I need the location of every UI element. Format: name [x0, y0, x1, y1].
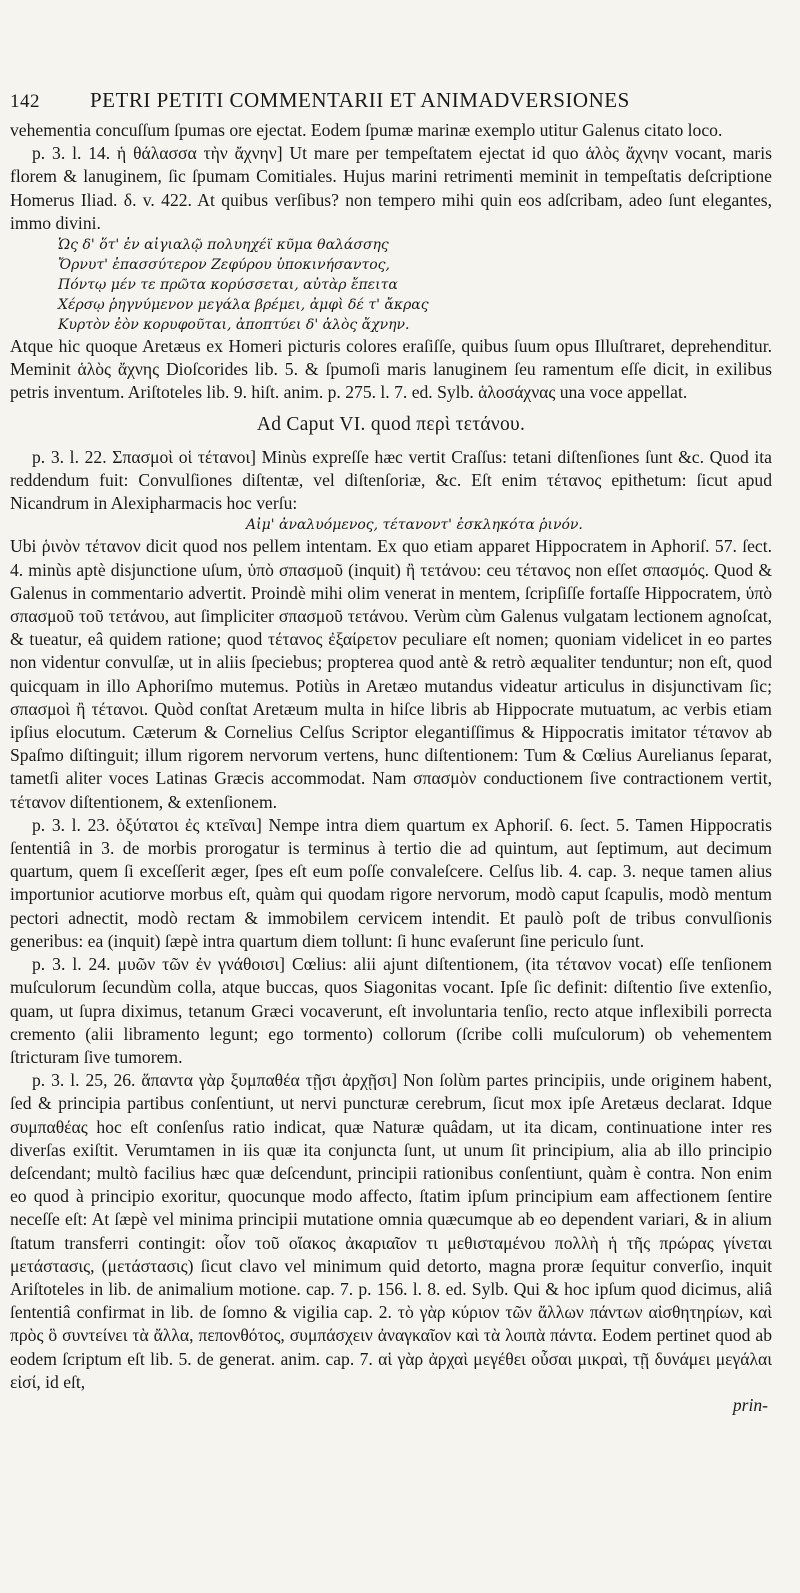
- verse-line: Χέρσῳ ῥηγνύμενον μεγάλα βρέμει, ἀμφὶ δέ τ' ἄκρας: [58, 297, 429, 314]
- verse-line: Κυρτὸν ἐὸν κορυφοῦται, ἀποπτύει δ' ἁλὸς ἄχνην.: [58, 317, 410, 334]
- paragraph: p. 3. l. 24. μυῶν τῶν ἐν γνάθοισι] Cœlius: alii ajunt diſtentionem, (ita τέτανον vocat) eſſe tenſionem muſculorum ſecundùm colla, atque buccas, quos Siagonitas vocant. Ipſe ſic definit: diſtentio ſive extenſio, quam, ut ſupra diximus, tetanum Græci vocaverunt, eſt involuntaria tenſio, recto atque inflexibili porrecta cremento (alii libramento legunt; ego tormento) collorum (ſcribe colli muſculorum) ob vehementem ſtricturam ſive tumorem.: [10, 954, 772, 1067]
- paragraph: Ubi ῥινὸν τέτανον dicit quod nos pellem intentam. Ex quo etiam apparet Hippocratem in Aphoriſ. 57. ſect. 4. minùs aptè disjunctione uſum, ὑπὸ σπασμοῦ (inquit) ἢ τετάνου: ceu τέτανος non eſſet σπασμός. Quod & Galenus in commentario advertit. Proindè mihi olim venerat in mentem, ſcripſiſſe fortaſſe Hippocratem, ὑπὸ σπασμοῦ τοῦ τετάνου, aut ſimpliciter σπασμοῦ τετάνου. Verùm cùm Galenus vulgatam lectionem agnoſcat, & tueatur, eâ quidem ratione; quod τέτανος ἐξαίρετον peculiare eſt nomen; quoniam videlicet in eo partes non videntur convulſæ, ut in aliis ſpeciebus; propterea quod antè & retrò æqualiter tenduntur; non eſt, quod quicquam in illo Aphoriſmo mutemus. Potiùs in Aretæo mutandus videatur articulus in disjunctivam ſic; σπασμοὶ ἢ τέτανοι. Quòd conſtat Aretæum multa in hiſce libris ab Hippocrate mutuatum, ac verbis etiam ipſius elocutum. Cæterum & Cornelius Celſus Scriptor elegantiſſimus & Hippocratis imitator τέτανον ab Spaſmo diſtinguit; illum rigorem nervorum vertens, hunc diſtentionem: Tum & Cœlius Aurelianus ſeparat, tametſi aliter voces Latinas Græcis accommodat. Nam σπασμὸν conductionem ſive contractionem vertit, τέτανον diſtentionem, & extenſionem.: [10, 536, 772, 812]
- page-number: 142: [10, 91, 40, 112]
- paragraph: vehementia concuſſum ſpumas ore ejectat. Eodem ſpumæ marinæ exemplo utitur Galenus citato loco.: [10, 120, 723, 140]
- homer-verse-quote: [10, 235, 772, 335]
- running-title: PETRI PETITI COMMENTARII ET ANIMADVERSIONES: [90, 88, 630, 112]
- section-heading: Ad Caput VI. quod περὶ τετάνου.: [256, 413, 526, 435]
- verse-line: Ὄρνυτ' ἐπασσύτερον Ζεφύρου ὑποκινήσαντος,: [58, 257, 390, 274]
- paragraph: Atque hic quoque Aretæus ex Homeri picturis colores eraſiſſe, quibus ſuum opus Illuſtraret, deprehenditur. Meminit ἁλὸς ἄχνης Dioſcorides lib. 5. & ſpumoſi maris lanuginem ſeu ramentum eſſe dicit, in exilibus petris inventum. Ariſtoteles lib. 9. hiſt. anim. p. 275. l. 7. ed. Sylb. ἁλοσάχνας una voce appellat.: [10, 336, 772, 403]
- verse-line: Αἰμ' ἀναλυόμενος, τέτανοντ' ἐσκληκότα ῥινόν.: [246, 517, 583, 534]
- paragraph: p. 3. l. 23. ὀξύτατοι ἐς κτεῖναι] Nempe intra diem quartum ex Aphoriſ. 6. ſect. 5. Tamen Hippocratis ſententiâ in 3. de morbis prorogatur is terminus à tertio die ad quintum, aut ſeptimum, aut decimum quartum, quem ſi exceſſerit æger, ſpes eſt eum poſſe convaleſcere. Celſus lib. 4. cap. 3. neque tamen alius importunior acutiorve morbus eſt, quàm qui quodam rigore nervorum, modò caput ſcapulis, modò mentum pectori adnectit, modò rectam & immobilem cervicem intendit. Et paulò poſt de tribus convulſionis generibus: ea (inquit) ſæpè intra quartum diem tollunt: ſi hunc evaſerunt ſine periculo ſunt.: [10, 814, 772, 951]
- paragraph: p. 3. l. 22. Σπασμοὶ οἱ τέτανοι] Minùs expreſſe hæc vertit Craſſus: tetani diſtenſiones ſunt &c. Quod ita reddendum fuit: Convulſiones diſtentæ, vel diſtenſoriæ, &c. Eſt enim τέτανος epithetum: ſicut apud Nicandrum in Alexipharmacis hoc verſu:: [10, 446, 772, 514]
- paragraph: p. 3. l. 14. ἡ θάλασσα τὴν ἄχνην] Ut mare per tempeſtatem ejectat id quo ἁλὸς ἄχνην vocant, maris florem & lanuginem, ſic ſpumam Comitiales. Hujus marini retrimenti meminit in tempeſtatis deſcriptione Homerus Iliad. δ. v. 422. At quibus verſibus? non tempero mihi quin eos adſcribam, adeo ſunt elegantes, immo divini.: [10, 143, 772, 233]
- running-header: [10, 88, 772, 113]
- catchword: prin-: [732, 1394, 768, 1415]
- verse-line: Πόντῳ μέν τε πρῶτα κορύσσεται, αὐτὰρ ἔπειτα: [58, 277, 398, 294]
- verse-line: Ὡς δ' ὅτ' ἐν αἰγιαλῷ πολυηχέϊ κῦμα θαλάσσης: [58, 237, 389, 254]
- paragraph: p. 3. l. 25, 26. ἅπαντα γὰρ ξυμπαθέα τῇσι ἀρχῇσι] Non ſolùm partes principiis, unde originem habent, ſed & principia partibus conſentiunt, ut nervi puncturæ cerebrum, ſicut mox ipſe Aretæus declarat. Idque συμπαθέας hoc eſt conſenſus ratio indicat, quæ Naturæ quâdam, ut ita dicam, continuatione inter res diverſas exiſtit. Verumtamen in iis quæ ita conjuncta ſunt, ut unum ſit principium, alia ab illo principio deſcendant; multò facilius hæc quæ deſcendunt, principii rationibus conſentiunt, quàm è contra. Non enim eo quod à principio exoritur, quocunque modo affecto, ſtatim ipſum principium eam affectionem ſentire neceſſe eſt: At ſæpè vel minima principii mutatione omnia quæcumque ab eo dependent variari, & in alium ſtatum transferri contingit: οἷον τοῦ οἴακος ἀκαριαῖον τι μεθισταμένου πολλὴ ἡ τῆς πρώρας γίνεται μετάστασις, (μετάστασις) ſicut clavo vel minimum quid detorto, magna proræ ſequitur converſio, inquit Ariſtoteles in lib. de animalium motione. cap. 7. p. 156. l. 8. ed. Sylb. Qui & hoc ipſum quod dicimus, aliâ ſententiâ confirmat in lib. de ſomno & vigilia cap. 2. τὸ γὰρ κύριον τῶν ἄλλων πάντων αἰσθητηρίων, καὶ πρὸς ὃ συντείνει τὰ ἄλλα, πεπονθότος, συμπάσχειν ἀναγκαῖον καὶ τὰ λοιπὰ πάντα. Eodem pertinet quod ab eodem ſcriptum eſt lib. 5. de generat. anim. cap. 7. αἱ γὰρ ἀρχαὶ μεγέθει οὖσαι μικραὶ, τῇ δυνάμει μεγάλαι εἰσί, id eſt,: [10, 1070, 772, 1392]
- page-body: [10, 119, 772, 1417]
